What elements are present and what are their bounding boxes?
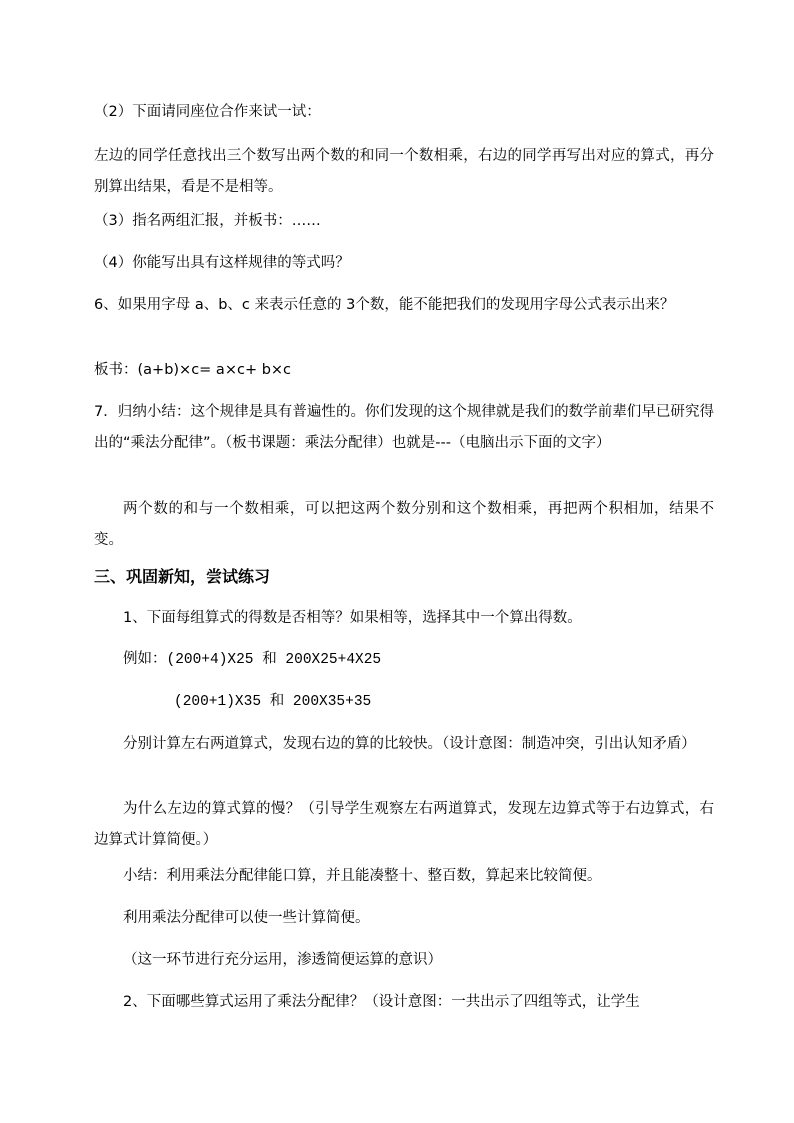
- paragraph-exercise-1: 1、下面每组算式的得数是否相等？如果相等，选择其中一个算出得数。: [123, 610, 582, 626]
- paragraph-comparison: 分别计算左右两道算式，发现右边的算的比较快。（设计意图：制造冲突，引出认知矛盾）: [123, 736, 696, 752]
- paragraph-simplify-note: 利用乘法分配律可以使一些计算简便。: [123, 910, 370, 926]
- paragraph-item-7-summary: 7．归纳小结：这个规律是具有普遍性的。你们发现的这个规律就是我们的数学前辈们早已研究得出的“乘法分配律”。（板书课题：乘法分配律）也就是---（电脑出示下面的文字）: [94, 404, 714, 451]
- paragraph-item-6: 6、如果用字母 a、b、c 来表示任意的 3个数，能不能把我们的发现用字母公式表示出来？: [94, 297, 675, 313]
- paragraph-exercise-2: 2、下面哪些算式运用了乘法分配律？（设计意图：一共出示了四组等式，让学生: [123, 994, 640, 1010]
- paragraph-design-note: （这一环节进行充分运用，渗透简便运算的意识）: [123, 952, 442, 968]
- paragraph-board-formula: 板书：(a+b)×c= a×c+ b×c: [94, 362, 292, 378]
- paragraph-step-2: （2）下面请同座位合作来试一试：: [94, 104, 321, 120]
- paragraph-step-3: （3）指名两组汇报，并板书：……: [94, 213, 321, 229]
- paragraph-step-4: （4）你能写出具有这样规律的等式吗？: [94, 255, 350, 271]
- section-heading: 三、巩固新知，尝试练习: [94, 567, 271, 586]
- paragraph-example-1: 例如：(200+4)X25 和 200X25+4X25: [123, 652, 382, 668]
- paragraph-distributive-law-definition: 两个数的和与一个数相乘，可以把这两个数分别和这个数相乘，再把两个积相加，结果不变。: [94, 501, 714, 548]
- paragraph-summary: 小结：利用乘法分配律能口算，并且能凑整十、整百数，算起来比较简便。: [123, 868, 602, 884]
- paragraph-why-slow: 为什么左边的算式算的慢？（引导学生观察左右两道算式，发现左边算式等于右边算式，右边算式计算简便。）: [94, 801, 714, 848]
- paragraph-example-2: (200+1)X35 和 200X35+35: [174, 694, 372, 710]
- paragraph-task-instructions: 左边的同学任意找出三个数写出两个数的和同一个数相乘，右边的同学再写出对应的算式，再分别算出结果，看是不是相等。: [94, 148, 714, 195]
